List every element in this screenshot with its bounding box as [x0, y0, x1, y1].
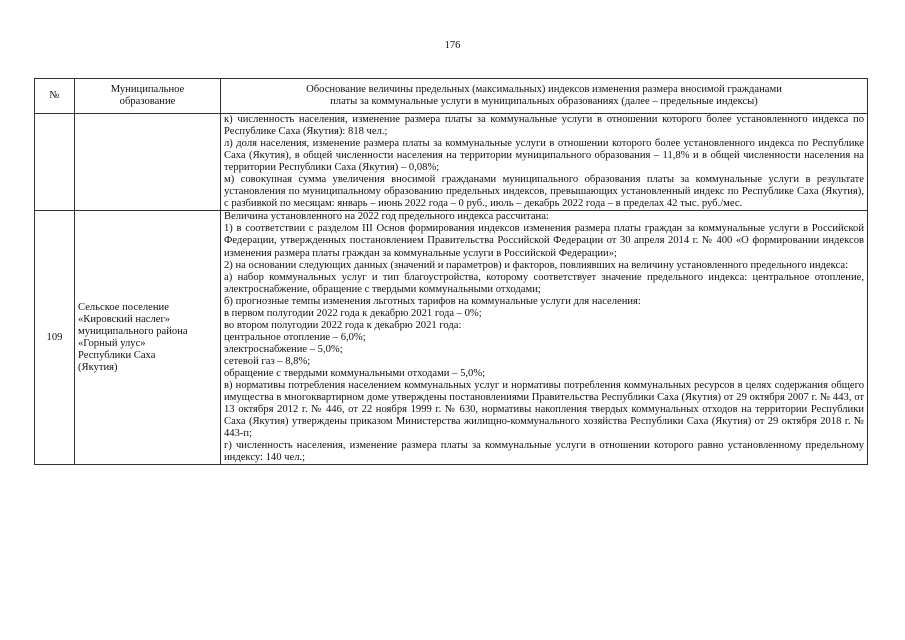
rationale-paragraph: Величина установленного на 2022 год предельного индекса рассчитана:: [224, 211, 549, 223]
rationale-paragraph: в первом полугодии 2022 года к декабрю 2021 года – 0%;: [224, 307, 482, 319]
rationale-paragraph: сетевой газ – 8,8%;: [224, 355, 311, 367]
row-109-municipality: [75, 211, 221, 465]
rationale-paragraph: во втором полугодии 2022 года к декабрю 2021 года:: [224, 319, 462, 331]
rationale-paragraph: электроснабжение – 5,0%;: [224, 343, 343, 355]
table-row-109: [35, 211, 868, 465]
rationale-paragraph: обращение с твердыми коммунальными отходами – 5,0%;: [224, 367, 486, 379]
rationale-paragraph: центральное отопление – 6,0%;: [224, 331, 366, 343]
page-number: 176: [444, 40, 461, 51]
table-header-row: [35, 79, 868, 114]
indices-table: [34, 78, 868, 465]
municipality-line: Республики Саха: [78, 349, 156, 361]
rationale-item-k: к) численность населения, изменение размера платы за коммунальные услуги в отношении которого более установленного индекса по Республике Саха (Якутия): 818 чел.;: [224, 114, 864, 138]
header-rationale-line2: платы за коммунальные услуги в муниципальных образованиях (далее – предельные индексы): [330, 96, 758, 107]
header-municipality: [75, 79, 221, 114]
header-municipality-line1: Муниципальное: [110, 83, 185, 95]
row-prev-num: [35, 114, 75, 211]
row-109-rationale: [221, 211, 868, 465]
rationale-item-m: м) совокупная сумма увеличения вносимой гражданами муниципального образования платы за коммунальные услуги в результате установления по муниципальному образованию предельных индексов, превышающих установленный индекс по Республике Саха (Якутия), с разбивкой по месяцам: январь – июнь 2022 года – 0 руб., июль – декабрь 2022 года – в пределах 42 тыс. руб./мес.: [224, 174, 864, 210]
rationale-paragraph: г) численность населения, изменение размера платы за коммунальные услуги в отношении которого равно установленному предельному индексу: 140 чел.;: [224, 440, 864, 464]
table-row-continuation: [35, 114, 868, 211]
row-prev-rationale: [221, 114, 868, 211]
header-rationale: [221, 79, 868, 114]
header-num: №: [35, 79, 75, 114]
rationale-paragraph: а) набор коммунальных услуг и тип благоустройства, которому соответствует значение предельного индекса: центральное отопление, электроснабжение, обращение с твердыми коммунальными отходами;: [224, 271, 864, 295]
row-109-num: 109: [35, 211, 75, 465]
header-municipality-line2: образование: [119, 96, 176, 107]
rationale-paragraph: 1) в соответствии с разделом III Основ формирования индексов изменения размера платы граждан за коммунальные услуги в Российской Федерации, утвержденных постановлением Правительства Российской Федерации от 30 апреля 2014 г. № 400 «О формировании индексов изменения размера платы граждан за коммунальные услуги в Российской Федерации»;: [224, 223, 864, 259]
municipality-line: «Горный улус»: [78, 337, 146, 349]
rationale-paragraph: б) прогнозные темпы изменения льготных тарифов на коммунальные услуги для населения:: [224, 295, 641, 307]
rationale-paragraph: в) нормативы потребления населением коммунальных услуг и нормативы потребления коммунальных ресурсов в целях содержания общего имущества в многоквартирном доме утверждены постановлениями Правительства Республики Саха (Якутия) от 29 октября 2007 г. № 443, от 13 октября 2012 г. № 446, от 22 ноября 1999 г. № 630, нормативы накопления твердых коммунальных отходов на территории Республики Саха (Якутия) утверждены приказом Министерства жилищно-коммунального хозяйства Республики Саха (Якутия) от 29 октября 2018 г. № 443-п;: [224, 380, 864, 440]
municipality-line: (Якутия): [78, 361, 118, 373]
header-rationale-line1: Обоснование величины предельных (максимальных) индексов изменения размера вносимой гражданами: [306, 83, 782, 95]
row-prev-municipality: [75, 114, 221, 211]
rationale-paragraph: 2) на основании следующих данных (значений и параметров) и факторов, повлиявших на величину установленного предельного индекса:: [224, 259, 849, 271]
municipality-line: «Кировский наслег»: [78, 313, 171, 325]
municipality-line: Сельское поселение: [78, 301, 169, 313]
municipality-line: муниципального района: [78, 325, 188, 337]
rationale-item-l: л) доля населения, изменение размера платы за коммунальные услуги в отношении которого более установленного индекса по Республике Саха (Якутия), в общей численности населения на территории муниципального образования – 11,8% и в общей численности населения на территории Республики Саха (Якутия) – 0,08%;: [224, 138, 864, 174]
